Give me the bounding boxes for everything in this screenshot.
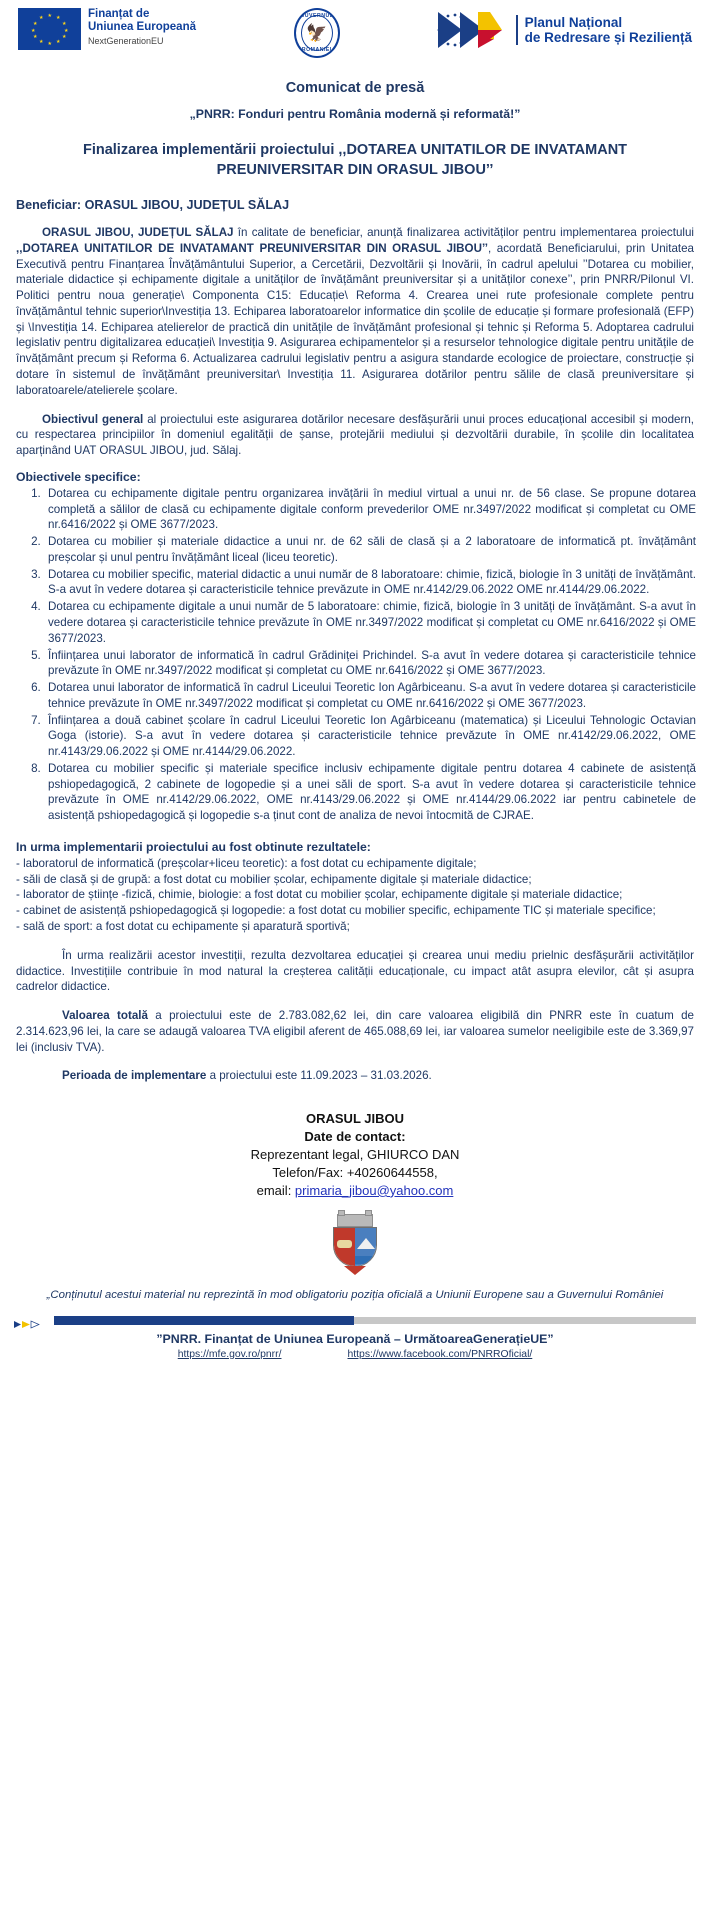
pnrr-logo bbox=[434, 8, 692, 52]
list-item: 7. Înființarea a două cabinet școlare în cadrul Liceului Teoretic Ion Agârbiceanu (matematica) și Liceului Tehnologic Octavian Goga (istorie). S-a avut în vedere dotarea și caracteristicile tehnice prevăzute în OME nr.4142/29.06.2022, OME nr.4143/29.06.2022 și OME nr.4144/29.06.2022. bbox=[44, 713, 696, 760]
contact-email-row bbox=[14, 1182, 696, 1200]
contact-phone: Telefon/Fax: +40260644558, bbox=[272, 1164, 438, 1180]
total-value-paragraph bbox=[14, 1008, 696, 1055]
footer-title: ”PNRR. Finanțat de Uniunea Europeană – UrmătoareaGenerațieUE” bbox=[156, 1331, 554, 1346]
intro-bold-project: ,,DOTAREA UNITATILOR DE INVATAMANT PREUNIVERSITAR DIN ORASUL JIBOU’’ bbox=[16, 241, 488, 255]
contact-details-label: Date de contact: bbox=[304, 1129, 406, 1145]
pnrr-arrow-icon bbox=[434, 8, 510, 52]
footer-arrow-icon bbox=[14, 1316, 54, 1325]
general-objective-paragraph bbox=[14, 412, 696, 459]
contact-representative: Reprezentant legal, GHIURCO DAN bbox=[250, 1146, 460, 1162]
implementation-period-text: a proiectului este 11.09.2023 – 31.03.2026. bbox=[206, 1069, 432, 1083]
slogan-text: „PNRR: Fonduri pentru România modernă și reformată!” bbox=[189, 107, 521, 121]
general-objective-lead: Obiectivul general bbox=[42, 412, 144, 426]
general-objective-text: al proiectului este asigurarea dotărilor necesare desfășurării unui proces educațional accesibil și modern, cu respectarea principiilor în domeniul egalității de șanse, protejării mediului și dezvoltării durabile, în școlile din localitatea aparținând UAT ORASUL JIBOU, jud. Sălaj. bbox=[16, 412, 695, 458]
page-title: Comunicat de presă bbox=[285, 80, 425, 96]
eu-logo-line3: NextGenerationEU bbox=[88, 35, 164, 46]
contact-block bbox=[14, 1110, 696, 1200]
gov-seal-bottom-text: ROMANIEI bbox=[301, 47, 332, 53]
pnrr-logo-line2: de Redresare și Reziliență bbox=[524, 30, 692, 45]
implementation-period-paragraph bbox=[14, 1068, 696, 1084]
intro-text-1: în calitate de beneficiar, anunță finalizarea activităților pentru implementarea proiectului bbox=[233, 226, 694, 240]
list-item: - laborator de științe -fizică, chimie, biologie: a fost dotat cu mobilier școlar, echipamente digitale și materiale didactice; bbox=[16, 888, 623, 902]
eu-funding-logo bbox=[18, 8, 196, 50]
list-item: - cabinet de asistență pshiopedagogică și logopedie: a fost dotat cu mobilier specific, echipamente TIC și materiale specifice; bbox=[16, 904, 656, 918]
city-crest-wrapper bbox=[14, 1214, 696, 1276]
objectives-list bbox=[14, 486, 696, 824]
total-value-lead: Valoarea totală bbox=[62, 1009, 148, 1023]
jibou-coat-of-arms-icon bbox=[329, 1214, 381, 1276]
gov-seal-top-text: GUVERNUL bbox=[300, 13, 334, 19]
beneficiary-line: Beneficiar: ORASUL JIBOU, JUDEȚUL SĂLAJ bbox=[16, 198, 290, 213]
contact-email-label: email: bbox=[256, 1182, 295, 1198]
government-seal-icon bbox=[294, 8, 340, 58]
list-item: 4. Dotarea cu echipamente digitale a unui număr de 5 laboratoare: chimie, fizică, biologie în 3 unități de învățământ. S-a avut în vedere dotarea și caracteristicile tehnice prevăzute în OME nr.3497/2022 modificat și completat cu OME nr.6416/2022 și OME 3677/2023. bbox=[44, 599, 696, 646]
list-item: 6. Dotarea unui laborator de informatică în cadrul Liceului Teoretic Ion Agârbiceanu. S-a avut în vedere dotarea și caracteristicile tehnice prevăzute în OME nr.3497/2022 modificat și completat cu OME nr.6416/2022 și OME 3677/2023. bbox=[44, 680, 696, 712]
intro-paragraph bbox=[14, 225, 696, 398]
list-item: - săli de clasă și de grupă: a fost dotat cu mobilier școlar, echipamente digitale și materiale didactice; bbox=[16, 872, 532, 886]
list-item: 3. Dotarea cu mobilier specific, material didactic a unui număr de 8 laboratoare: chimie, fizică, biologie în 3 unități de învățământ. S-a avut în vedere dotarea și caracteristicile tehnice prevăzute in OME nr.4142/29.06.2022 OME nr.4144/29.06.2022. bbox=[44, 567, 696, 599]
eu-flag-icon: ★ ★ ★ ★ ★ ★ ★ ★ ★ ★ ★ ★ bbox=[18, 8, 81, 50]
intro-bold-lead: ORASUL JIBOU, JUDEȚUL SĂLAJ bbox=[42, 226, 234, 240]
eu-logo-text bbox=[88, 8, 196, 46]
project-title: Finalizarea implementării proiectului ,,DOTAREA UNITATILOR DE INVATAMANT PREUNIVERSITAR DIN ORASUL JIBOU’’ bbox=[82, 142, 628, 178]
header-logo-bar bbox=[14, 0, 696, 56]
eu-logo-line2: Uniunea Europeană bbox=[88, 20, 196, 33]
list-item: 5. Înființarea unui laborator de informatică în cadrul Grădiniței Prichindel. S-a avut în vedere dotarea și caracteristicile tehnice prevăzute în OME nr.3497/2022 modificat și completat cu OME nr.6416/2022 și OME 3677/2023. bbox=[44, 648, 696, 680]
footer-disclaimer: „Conținutul acestui material nu reprezintă în mod obligatoriu poziția oficială a Uniunii Europene sau a Guvernului României bbox=[46, 1288, 664, 1301]
list-item: 8. Dotarea cu mobilier specific și materiale specifice inclusiv echipamente digitale pentru dotarea 4 cabinete de asistență pshiopedagogică, 2 cabinete de logopedie și a unei săli de sport. S-a avut în vedere dotarea și caracteristicile tehnice prevăzute în OME nr.4142/29.06.2022, OME nr.4143/29.06.2022 și OME nr.4144/29.06.2022 iar pentru cabinetele de asistență pshiopedagogică și logopedie s-a ținut cont de analiza de nevoi întocmită de CJRAE. bbox=[44, 761, 696, 824]
footer-link-facebook[interactable]: https://www.facebook.com/PNRROficial/ bbox=[347, 1348, 533, 1360]
list-item: - sală de sport: a fost dotat cu echipamente și aparatură sportivă; bbox=[16, 919, 350, 933]
eagle-icon: 🦅 bbox=[306, 23, 328, 43]
list-item: - laboratorul de informatică (preșcolar+liceu teoretic): a fost dotat cu echipamente digitale; bbox=[16, 856, 477, 870]
objectives-heading: Obiectivele specifice: bbox=[16, 469, 141, 484]
list-item: 2. Dotarea cu mobilier și materiale didactice a unui nr. de 62 săli de clasă și a 2 laboratoare de informatică pt. învățământ preșcolar și unul pentru învățământ liceal (liceu teoretic). bbox=[44, 534, 696, 566]
contact-organization: ORASUL JIBOU bbox=[306, 1111, 404, 1127]
pnrr-logo-text bbox=[516, 15, 692, 46]
footer-link-mfe[interactable]: https://mfe.gov.ro/pnrr/ bbox=[177, 1348, 282, 1360]
results-list bbox=[14, 856, 696, 935]
intro-text-2: , acordată Beneficiarului, prin Unitatea Executivă pentru Finanțarea Învățământului Superior, a Cercetării, Dezvoltării și Inovării, în cadrul apelului ’’Dotarea cu mobilier, materiale didactice și echipamente digitale a unităților de învățământ preuniversitar și a unităților conexe’’, prin PNRR/Pilonul VI. Politici pentru noua generație\ Componenta C15: Educație\ Reforma 4. Crearea unei rute profesionale complete pentru învățământul tehnic superior\Investiția 13. Echiparea laboratoarelor informatice din școlile de educație și formare profesională (EFP) și \Investiția 14. Echiparea atelierelor de practică din unitățile de învățământ profesional și tehnic și Reforma 5. Adoptarea cadrului legislativ pentru digitalizarea educației\ Investiția 9. Asigurarea echipamentelor și a resurselor tehnologice digitale pentru unitățile de învățământ precum și Reforma 6. Actualizarea cadrului legislativ pentru a asigura standarde ecologice de proiectare, construcție și dotare în sistemul de învățământ preuniversitar\ Investiția 11. Asigurarea dotărilor pentru sălile de clasă preuniversitare și laboratoarele/atelierele școlare. bbox=[16, 241, 695, 397]
contact-email-link[interactable]: primaria_jibou@yahoo.com bbox=[294, 1182, 454, 1198]
total-value-text: a proiectului este de 2.783.082,62 lei, din care valoarea eligibilă din PNRR este în cuatum de 2.314.623,96 lei, la care se adaugă valoarea TVA eligibil aferent de 465.088,69 lei, iar valoarea sumelor neeligibile este de 3.369,97 lei (inclusiv TVA). bbox=[16, 1009, 694, 1054]
pnrr-logo-line1: Planul Național bbox=[524, 14, 623, 30]
footer-decorative-bar bbox=[14, 1316, 696, 1325]
footer-links bbox=[14, 1349, 696, 1360]
romanian-government-logo bbox=[294, 8, 342, 60]
conclusion-paragraph: În urma realizării acestor investiții, rezulta dezvoltarea educației și crearea unui mediu prielnic desfășurării activităților didactice. Investițiile contribuie în mod natural la creșterea calității educaționale, cu impact atât asupra elevilor, cât și asupra cadrelor didactice. bbox=[16, 948, 694, 994]
results-heading: In urma implementarii proiectului au fost obtinute rezultatele: bbox=[16, 839, 371, 854]
eu-logo-line1: Finanțat de bbox=[88, 8, 150, 20]
implementation-period-lead: Perioada de implementare bbox=[62, 1069, 207, 1083]
list-item: 1. Dotarea cu echipamente digitale pentru organizarea invățării în mediul virtual a unui nr. de 56 clase. Se propune dotarea completă a sălilor de clasă cu echipamente digitale conform prevederilor OME nr.3497/2022 modificat și completat cu OME nr.6416/2022 și OME 3677/2023. bbox=[44, 486, 696, 533]
